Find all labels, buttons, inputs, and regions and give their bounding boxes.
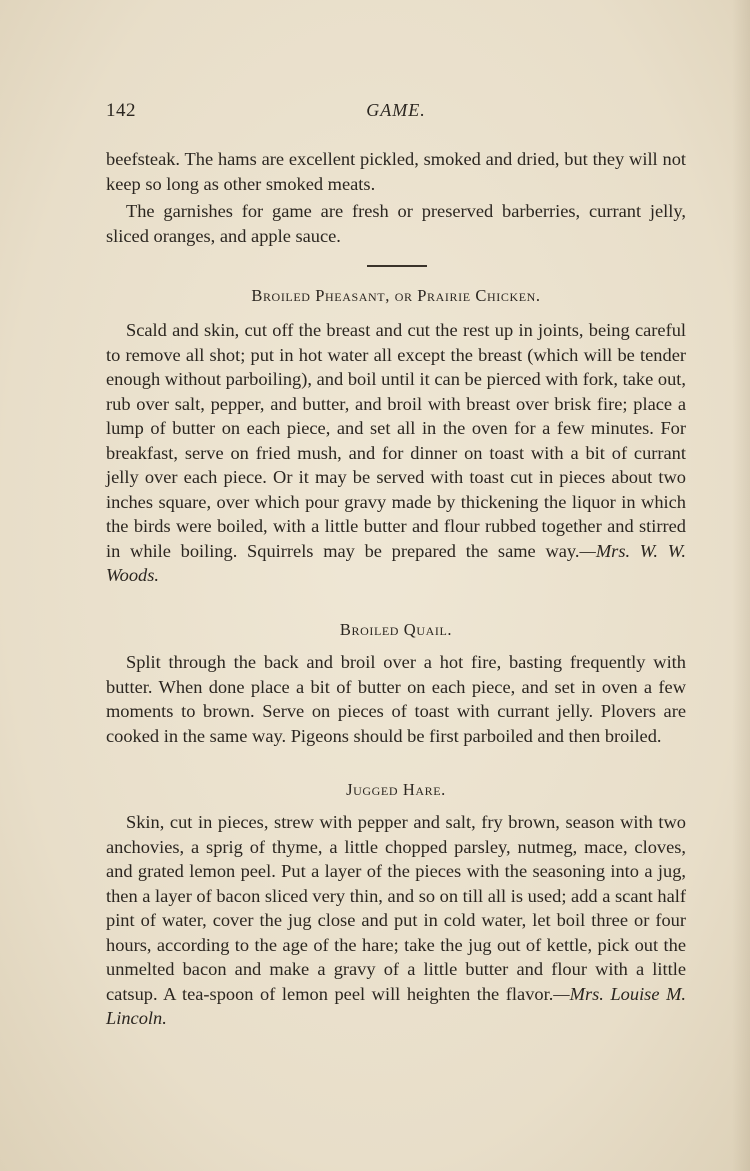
intro-paragraph-continued: beefsteak. The hams are excellent pickled, smoked and dried, but they will not keep so long as other smoked meats. (106, 149, 686, 194)
running-head (106, 100, 686, 130)
recipe-body-pheasant (106, 318, 686, 588)
recipe-attribution: —Mrs. W. W. Woods. (106, 540, 686, 585)
recipe-body-hare (106, 810, 686, 1031)
recipe-heading-pheasant: Broiled Pheasant, or Prairie Chicken. (251, 286, 541, 305)
recipe-body-quail (106, 650, 686, 748)
recipe-text: Scald and skin, cut off the breast and cut the rest up in joints, being careful to remove all shot; put in hot water all except the breast (which will be tender enough without parboiling), and boil until it can be pierced with fork, take out, rub over salt, pepper, and butter, and broil with breast over brisk fire; place a lump of butter on each piece, and set all in the oven for a few minutes. For breakfast, serve on fried mush, and for dinner on toast with a bit of currant jelly over each piece. Or it may be served with toast cut in pieces about two inches square, over which pour gravy made by thickening the liquor in which the birds were boiled, with a little butter and flour rubbed together and stirred in while boiling. Squirrels may be prepared the same way. (106, 320, 686, 561)
recipe-heading-hare: Jugged Hare. (346, 780, 446, 799)
recipe-paragraph (106, 810, 686, 1031)
recipe-text: Split through the back and broil over a hot fire, basting frequently with butter. When done place a bit of butter on each piece, and set in oven a few moments to brown. Serve on pieces of toast with currant jelly. Plovers are cooked in the same way. Pigeons should be first parboiled and then broiled. (106, 652, 686, 746)
recipe-attribution: —Mrs. Louise M. Lincoln. (106, 983, 686, 1028)
recipe-heading-quail: Broiled Quail. (339, 620, 453, 639)
recipe-paragraph (106, 650, 686, 748)
intro-text (106, 147, 686, 248)
intro-paragraph-garnishes: The garnishes for game are fresh or preserved barberries, currant jelly, sliced oranges, and apple sauce. (106, 201, 686, 246)
page-number: 142 (106, 100, 136, 121)
section-divider (367, 265, 427, 267)
page-edge-shadow (732, 0, 750, 1171)
recipe-text: Skin, cut in pieces, strew with pepper and salt, fry brown, season with two anchovies, a sprig of thyme, a little chopped parsley, nutmeg, mace, cloves, and grated lemon peel. Put a layer of the pieces with the seasoning into a jug, then a layer of bacon sliced very thin, and so on till all is used; add a scant half pint of water, cover the jug close and put in cold water, let boil three or four hours, according to the age of the hare; take the jug out of kettle, pick out the unmelted bacon and make a gravy of a little butter and flour with a little catsup. A tea-spoon of lemon peel will heighten the flavor. (106, 812, 686, 1004)
recipe-paragraph (106, 318, 686, 588)
chapter-title: GAME. (366, 100, 426, 120)
